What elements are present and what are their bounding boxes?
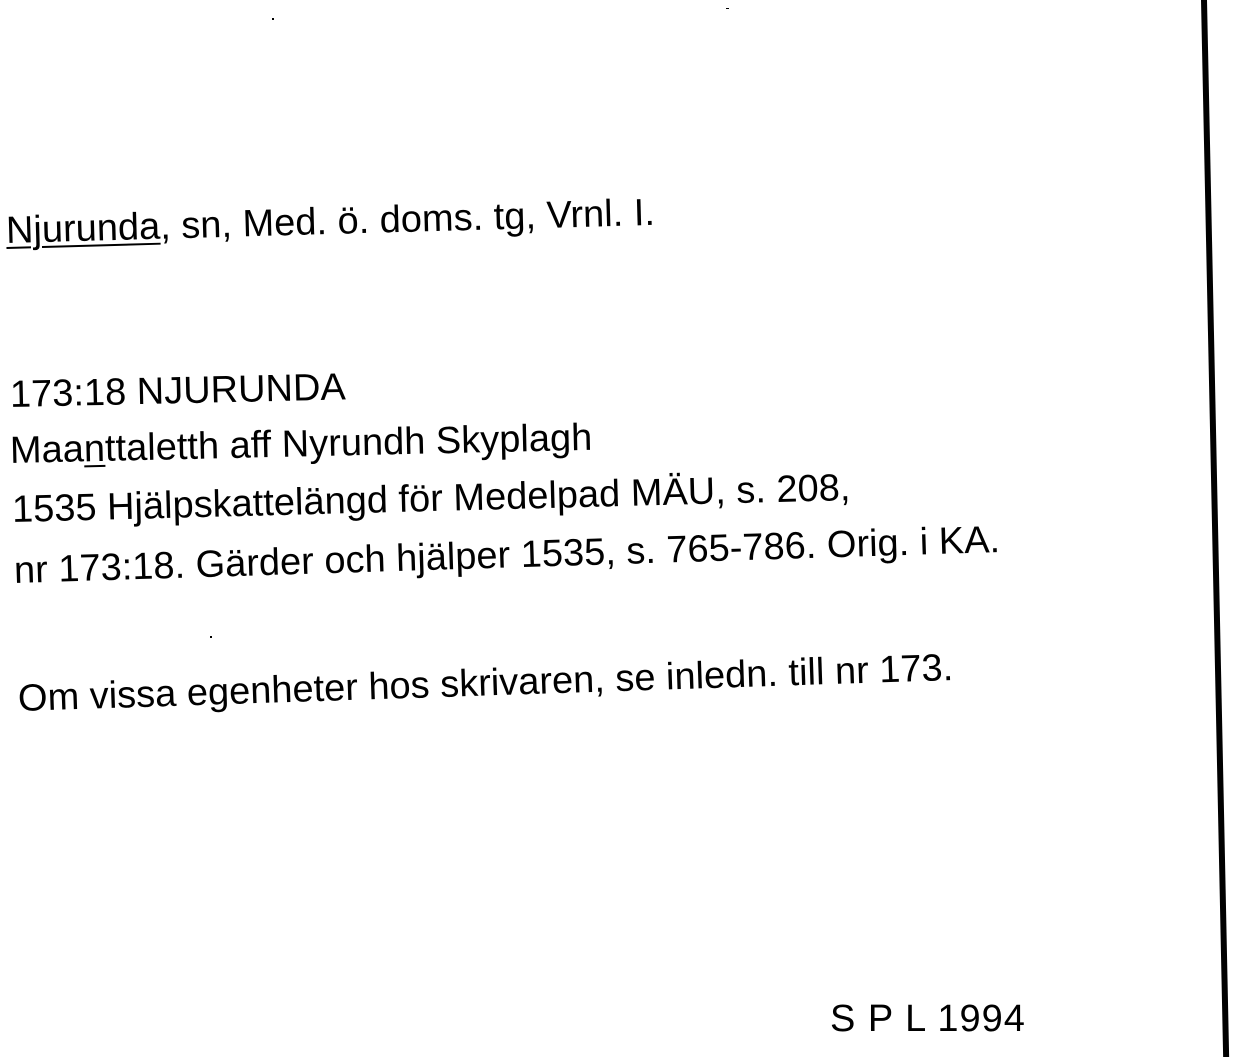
entry-source-title xyxy=(9,416,593,472)
heading-line xyxy=(5,191,656,252)
scribe-note: Om vissa egenheter hos skrivaren, se inledn. till nr 173. xyxy=(17,646,954,720)
scan-speck xyxy=(726,8,729,9)
source-title-part: Maa xyxy=(9,428,85,472)
source-title-part: ttaletth aff Nyrundh Skyplagh xyxy=(104,416,593,470)
signature: S P L 1994 xyxy=(830,998,1026,1040)
entry-reference-continued: nr 173:18. Gärder och hjälper 1535, s. 765-786. Orig. i KA. xyxy=(13,519,1001,592)
scan-speck xyxy=(272,18,274,20)
heading-details: , sn, Med. ö. doms. tg, Vrnl. I. xyxy=(159,191,656,248)
place-name: Njurunda xyxy=(5,205,161,252)
scan-edge-line xyxy=(1201,0,1229,1057)
entry-reference: 1535 Hjälpskattelängd för Medelpad MÄU, s. 208, xyxy=(11,467,851,531)
source-title-underlined-letter: n xyxy=(83,427,106,471)
scan-speck xyxy=(210,636,212,638)
entry-title: 173:18 NJURUNDA xyxy=(9,366,347,416)
